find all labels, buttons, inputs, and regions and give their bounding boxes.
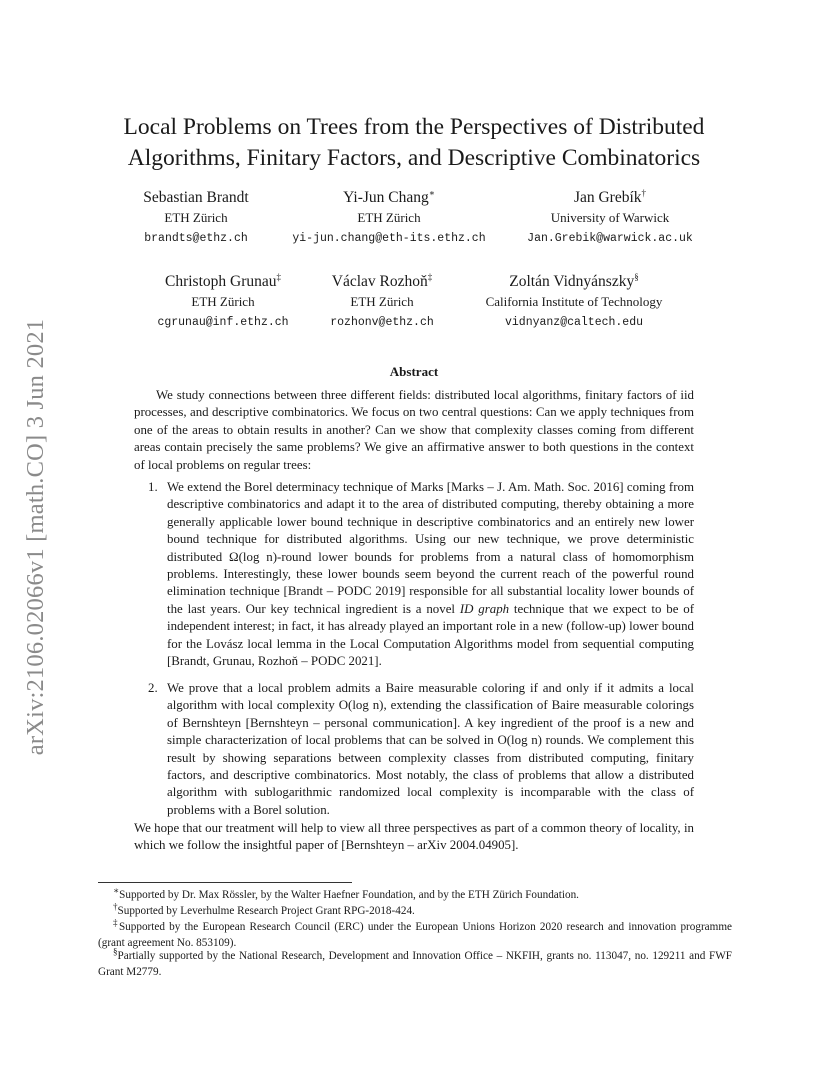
author-affiliation: ETH Zürich bbox=[164, 210, 228, 225]
author-name: Sebastian Brandt bbox=[143, 189, 249, 206]
math-expression: O(log n) bbox=[338, 698, 384, 713]
abstract-heading: Abstract bbox=[389, 364, 439, 379]
footnote: §Partially supported by the National Research, Development and Innovation Office – NKFIH, grants no. 113047, no. 129211 and FWF Grant M2779. bbox=[98, 946, 732, 979]
author-email: cgrunau@inf.ethz.ch bbox=[157, 316, 289, 329]
contribution-item-2 bbox=[148, 680, 694, 819]
author-name: Václav Rozhoň‡ bbox=[331, 271, 433, 290]
author-name: Christoph Grunau‡ bbox=[164, 271, 281, 290]
author-name: Jan Grebík† bbox=[573, 187, 647, 206]
author-email: vidnyanz@caltech.edu bbox=[504, 316, 644, 329]
abstract-intro: We study connections between three different fields: distributed local algorithms, finitary factors of iid processes, and descriptive combinatorics. We focus on two central questions: Can we apply techniques from one of the areas to obtain results in another? Can we show that complexity classes coming from different areas contain precisely the same problems? We give an affirmative answer to both questions in the context of local problems on regular trees: bbox=[134, 388, 694, 472]
abstract-closing: We hope that our treatment will help to view all three perspectives as part of a common theory of locality, in which we follow the insightful paper of [Bernshteyn – arXiv 2004.04905]. bbox=[134, 821, 694, 853]
author-affiliation: ETH Zürich bbox=[350, 294, 414, 309]
author-affiliation: University of Warwick bbox=[550, 210, 670, 225]
emphasized-term: ID graph bbox=[459, 601, 510, 616]
list-number: 1. bbox=[148, 480, 158, 494]
author-affiliation: ETH Zürich bbox=[191, 294, 255, 309]
footnote: ∗Supported by Dr. Max Rössler, by the Walter Haefner Foundation, and by the ETH Zürich Foundation. bbox=[113, 885, 579, 901]
author-name: Zoltán Vidnyánszky§ bbox=[509, 271, 639, 290]
author-block bbox=[444, 272, 704, 332]
footnote: †Supported by Leverhulme Research Project Grant RPG-2018-424. bbox=[113, 901, 415, 917]
math-expression: Ω(log n) bbox=[229, 549, 278, 564]
contribution-item-1 bbox=[148, 479, 694, 670]
author-affiliation: ETH Zürich bbox=[357, 210, 421, 225]
footnote: ‡Supported by the European Research Council (ERC) under the European Unions Horizon 2020 research and innovation programme (grant agreement No. 853109). bbox=[98, 917, 733, 950]
arxiv-identifier-stamp: arXiv:2106.02066v1 [math.CO] 3 Jun 2021 bbox=[22, 318, 49, 756]
footnote-rule bbox=[98, 882, 352, 883]
list-item-body: We prove that a local problem admits a Baire measurable coloring if and only if it admits a local algorithm with local complexity O(log n), extending the classification of Baire measurable colorings of Bernshteyn [Bernshteyn – personal communication]. A key ingredient of the proof is a new and simple characterization of local problems that can be solved in O(log n) rounds. We complement this result by showing separations between complexity classes from distributed computing, finitary factors, and descriptive combinatorics. Most notably, the class of problems that allow a distributed algorithm with sublogarithmic randomized local complexity is incomparable with the class of problems with a Borel solution. bbox=[167, 681, 694, 817]
author-email: rozhonv@ethz.ch bbox=[330, 316, 434, 329]
math-expression: O(log n) bbox=[497, 733, 542, 748]
author-affiliation: California Institute of Technology bbox=[485, 294, 663, 309]
paper-title bbox=[100, 112, 728, 174]
list-item-body: We extend the Borel determinacy technique of Marks [Marks – J. Am. Math. Soc. 2016] coming from descriptive combinatorics and adapt it to the area of distributed computing, thereby obtaining a more generally applicable lower bound technique in descriptive combinatorics and an entirely new lower bound technique for distributed algorithms. Using our new technique, we prove deterministic distributed Ω(log n)-round lower bounds for problems from a natural class of homomorphism problems. Interestingly, these lower bounds seem beyond the current reach of the powerful round elimination technique [Brandt – PODC 2019] responsible for all substantial locality lower bounds of the last years. Our key technical ingredient is a novel ID graph technique that we expect to be of independent interest; in fact, it has already played an important role in a new (follow-up) lower bound for the Lovász local lemma in the Local Computation Algorithms model from sequential computing [Brandt, Grunau, Rozhoň – PODC 2021]. bbox=[167, 480, 694, 669]
author-block bbox=[480, 188, 740, 248]
author-email: brandts@ethz.ch bbox=[144, 232, 248, 245]
paper-title-line-1: Local Problems on Trees from the Perspectives of Distributed bbox=[123, 114, 705, 140]
list-number: 2. bbox=[148, 681, 158, 695]
paper-title-line-2: Algorithms, Finitary Factors, and Descriptive Combinatorics bbox=[127, 145, 701, 171]
author-email: yi-jun.chang@eth-its.ethz.ch bbox=[292, 232, 486, 245]
author-name: Yi-Jun Chang∗ bbox=[343, 187, 435, 206]
author-email: Jan.Grebik@warwick.ac.uk bbox=[527, 232, 693, 245]
